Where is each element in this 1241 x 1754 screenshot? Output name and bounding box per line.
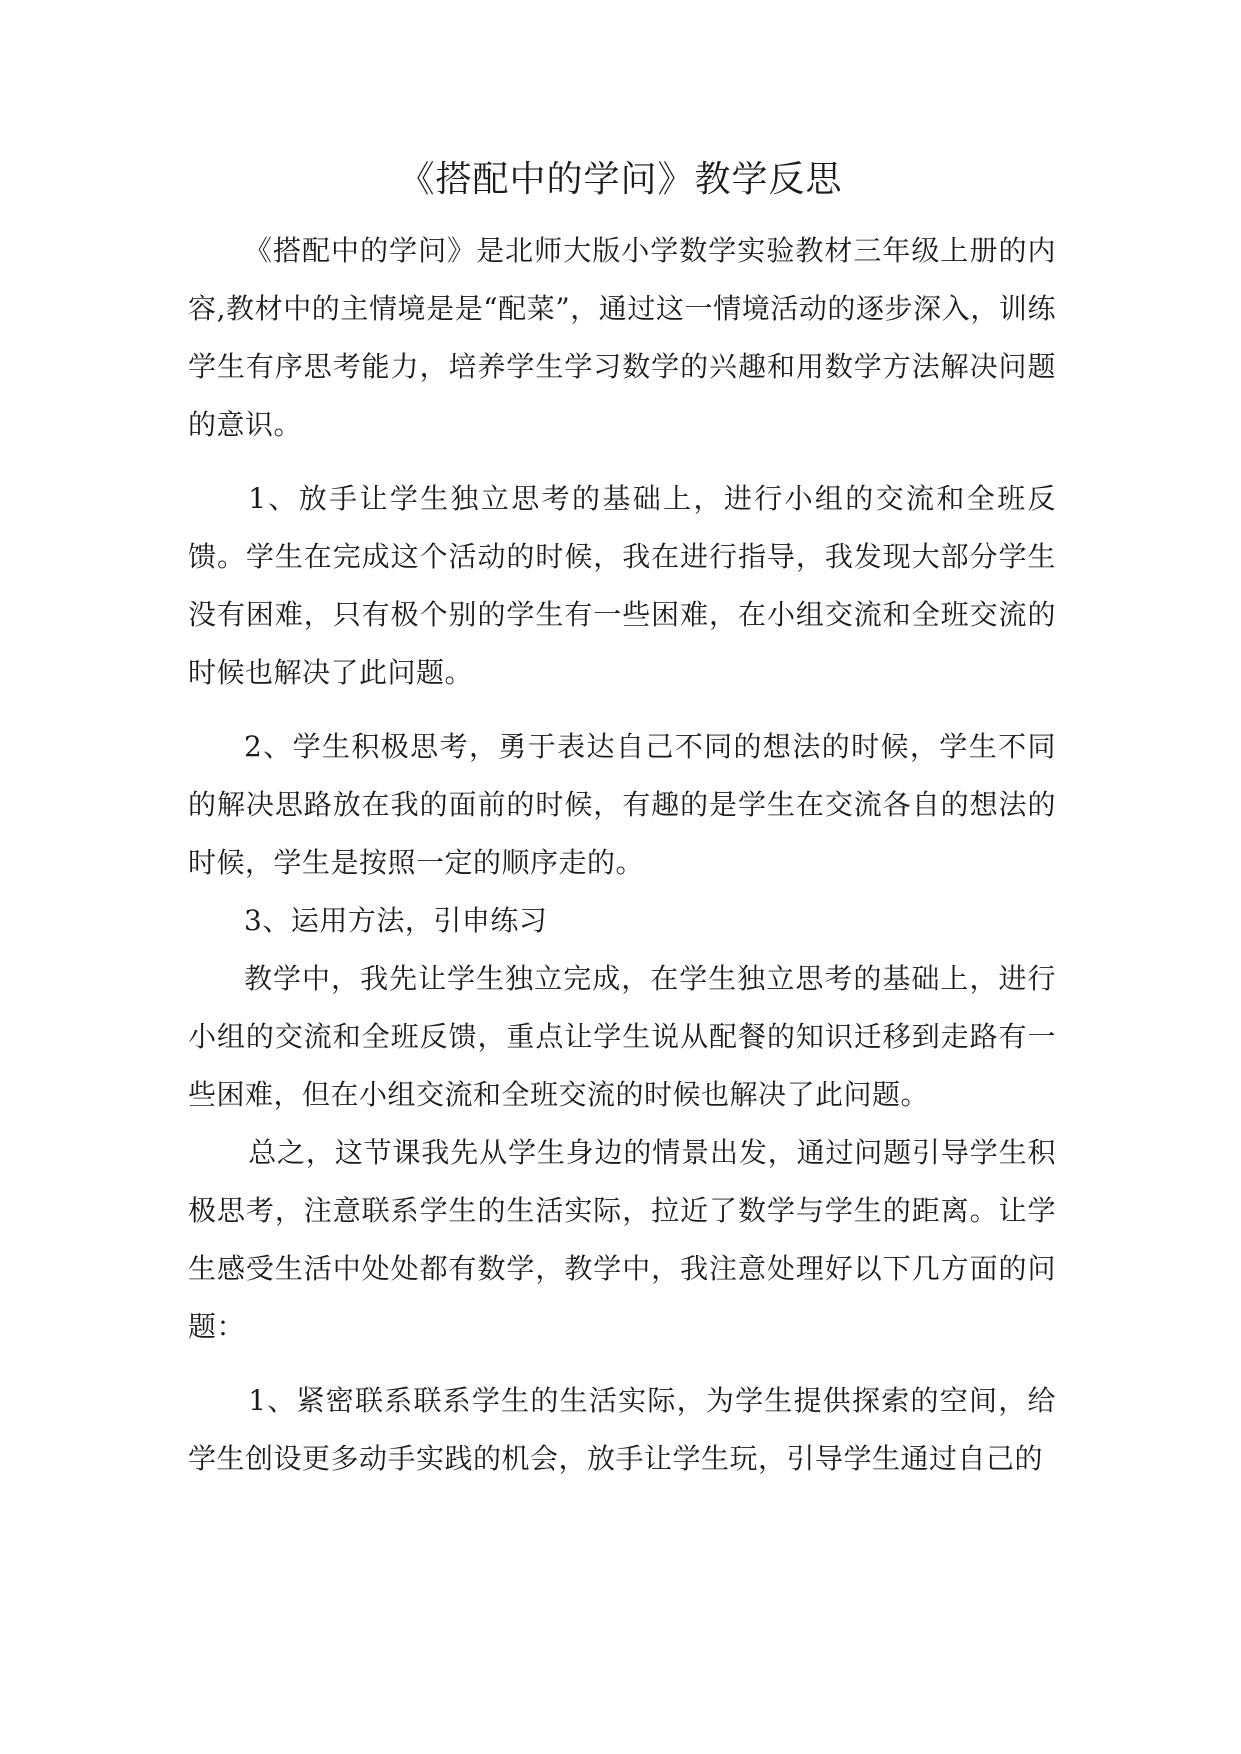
paragraph-summary-point-1: 1、紧密联系联系学生的生活实际，为学生提供探索的空间，给学生创设更多动手实践的机会，放手让学生玩，引导学生通过自己的 — [188, 1384, 1056, 1475]
paragraph-point-2: 2、学生积极思考，勇于表达自己不同的想法的时候，学生不同的解决思路放在我的面前的时候，有趣的是学生在交流各自的想法的时候，学生是按照一定的顺序走的。 — [188, 730, 1056, 879]
document-body — [188, 222, 1056, 1488]
paragraph-summary: 总之，这节课我先从学生身边的情景出发，通过问题引导学生积极思考，注意联系学生的生活实际，拉近了数学与学生的距离。让学生感受生活中处处都有数学，教学中，我注意处理好以下几方面的问题： — [188, 1136, 1056, 1343]
paragraph-teaching: 教学中，我先让学生独立完成，在学生独立思考的基础上，进行小组的交流和全班反馈，重点让学生说从配餐的知识迁移到走路有一些困难，但在小组交流和全班交流的时候也解决了此问题。 — [188, 962, 1056, 1111]
paragraph-point-1: 1、放手让学生独立思考的基础上，进行小组的交流和全班反馈。学生在完成这个活动的时候，我在进行指导，我发现大部分学生没有困难，只有极个别的学生有一些困难，在小组交流和全班交流的时候也解决了此问题。 — [188, 482, 1056, 689]
paragraph-intro: 《搭配中的学问》是北师大版小学数学实验教材三年级上册的内容,教材中的主情境是是“配菜”，通过这一情境活动的逐步深入，训练学生有序思考能力，培养学生学习数学的兴趣和用数学方法解决问题的意识。 — [188, 234, 1056, 441]
document-title: 《搭配中的学问》教学反思 — [398, 159, 843, 200]
paragraph-point-3: 3、运用方法，引申练习 — [244, 904, 548, 937]
